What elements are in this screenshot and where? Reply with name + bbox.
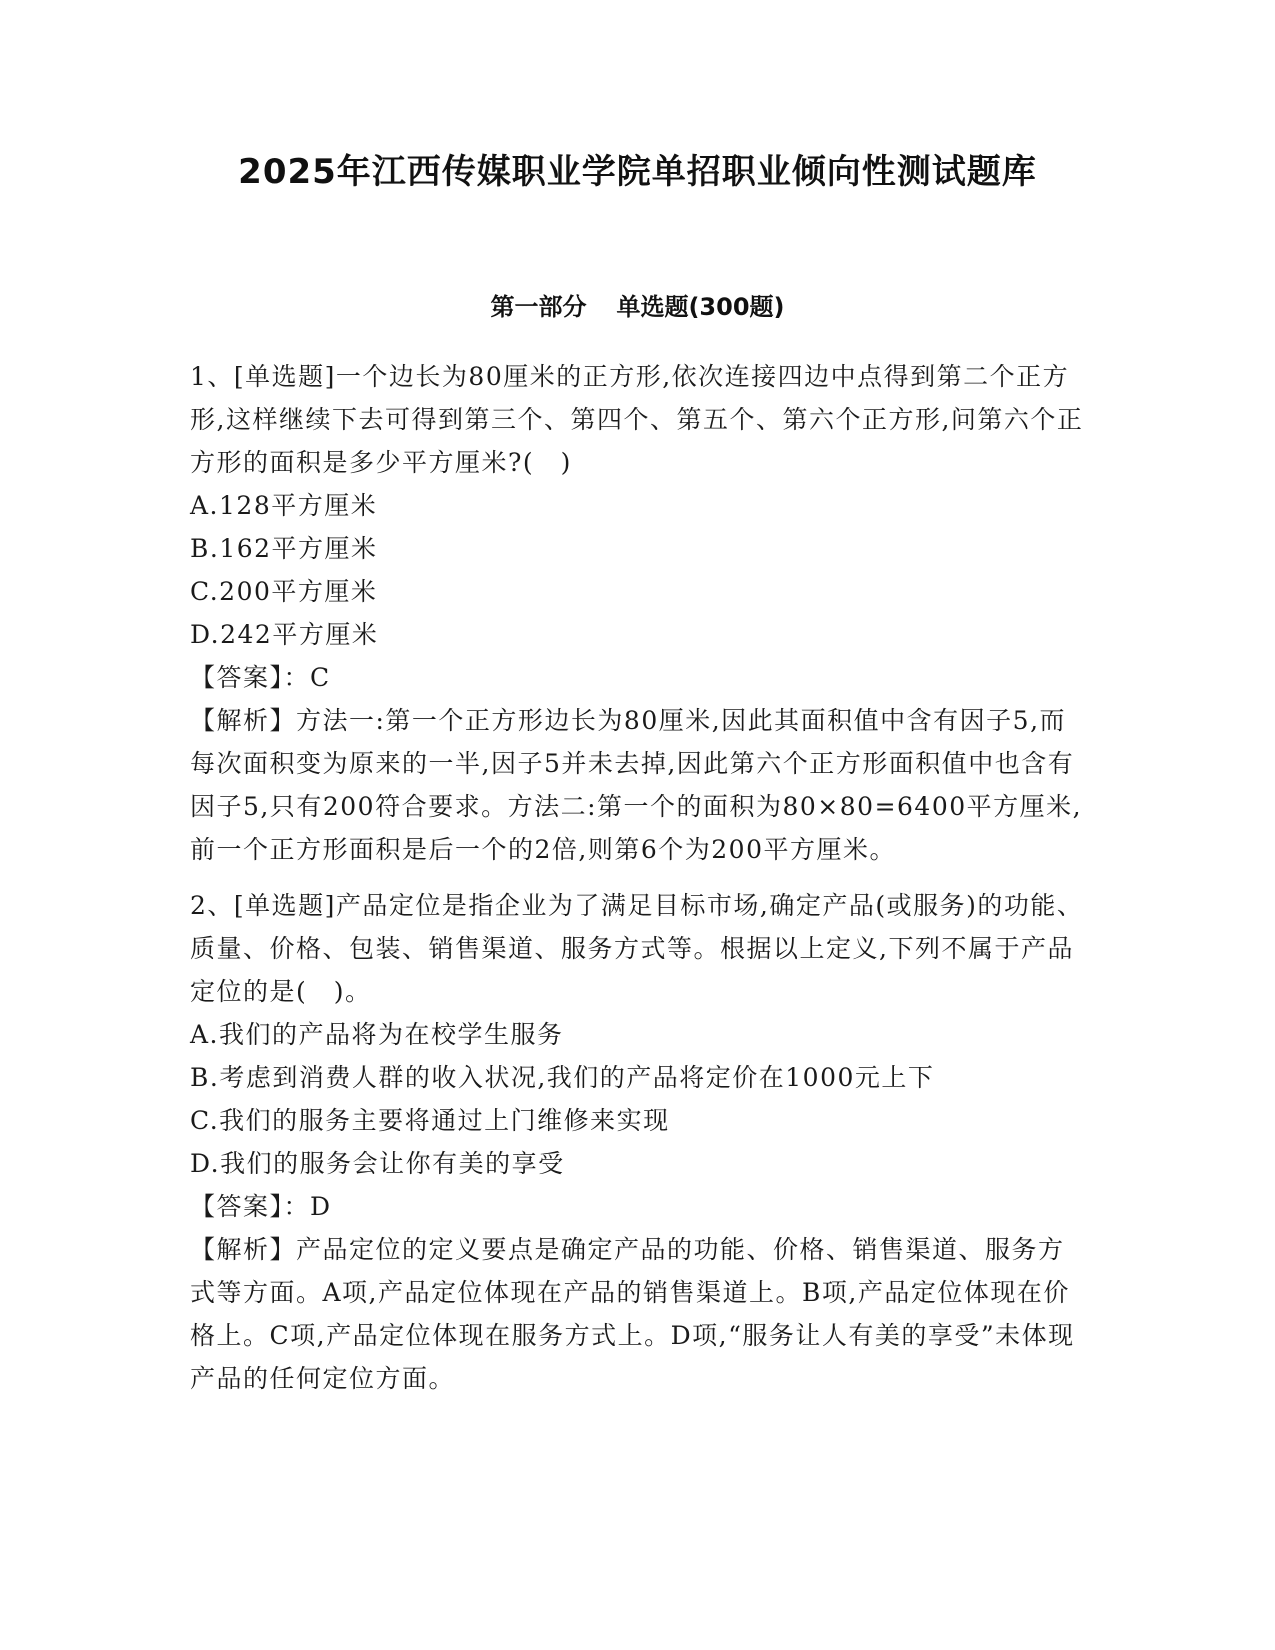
option-b: B.考虑到消费人群的收入状况,我们的产品将定价在1000元上下 — [190, 1063, 935, 1092]
question-item — [190, 884, 1085, 1400]
option-d: D.我们的服务会让你有美的享受 — [190, 1149, 565, 1178]
section-part-label: 第一部分 — [490, 293, 587, 321]
question-item — [190, 355, 1085, 871]
analysis-text: 【解析】产品定位的定义要点是确定产品的功能、价格、销售渠道、服务方式等方面。A项,产品定位体现在产品的销售渠道上。B项,产品定位体现在价格上。C项,产品定位体现在服务方式上。D项,“服务让人有美的享受”未体现产品的任何定位方面。 — [190, 1235, 1075, 1393]
answer-text: 【答案】：D — [190, 1192, 332, 1221]
option-a: A.128平方厘米 — [190, 491, 378, 520]
option-c: C.我们的服务主要将通过上门维修来实现 — [190, 1106, 670, 1135]
option-a: A.我们的产品将为在校学生服务 — [190, 1020, 564, 1049]
answer-text: 【答案】：C — [190, 663, 331, 692]
option-d: D.242平方厘米 — [190, 620, 379, 649]
option-c: C.200平方厘米 — [190, 577, 378, 606]
section-name-label: 单选题(300题) — [616, 293, 785, 321]
analysis-text: 【解析】方法一:第一个正方形边长为80厘米,因此其面积值中含有因子5,而每次面积变为原来的一半,因子5并未去掉,因此第六个正方形面积值中也含有因子5,只有200符合要求。方法二:第一个的面积为80×80=6400平方厘米,前一个正方形面积是后一个的2倍,则第6个为200平方厘米。 — [190, 706, 1083, 864]
section-title — [0, 290, 1275, 324]
option-b: B.162平方厘米 — [190, 534, 378, 563]
question-stem: 2、[单选题]产品定位是指企业为了满足目标市场,确定产品(或服务)的功能、质量、价格、包装、销售渠道、服务方式等。根据以上定义,下列不属于产品定位的是( )。 — [190, 891, 1084, 1006]
question-list — [190, 355, 1085, 1413]
question-stem: 1、[单选题]一个边长为80厘米的正方形,依次连接四边中点得到第二个正方形,这样继续下去可得到第三个、第四个、第五个、第六个正方形,问第六个正方形的面积是多少平方厘米?( ) — [190, 362, 1084, 477]
document-title: 2025年江西传媒职业学院单招职业倾向性测试题库 — [238, 152, 1037, 192]
